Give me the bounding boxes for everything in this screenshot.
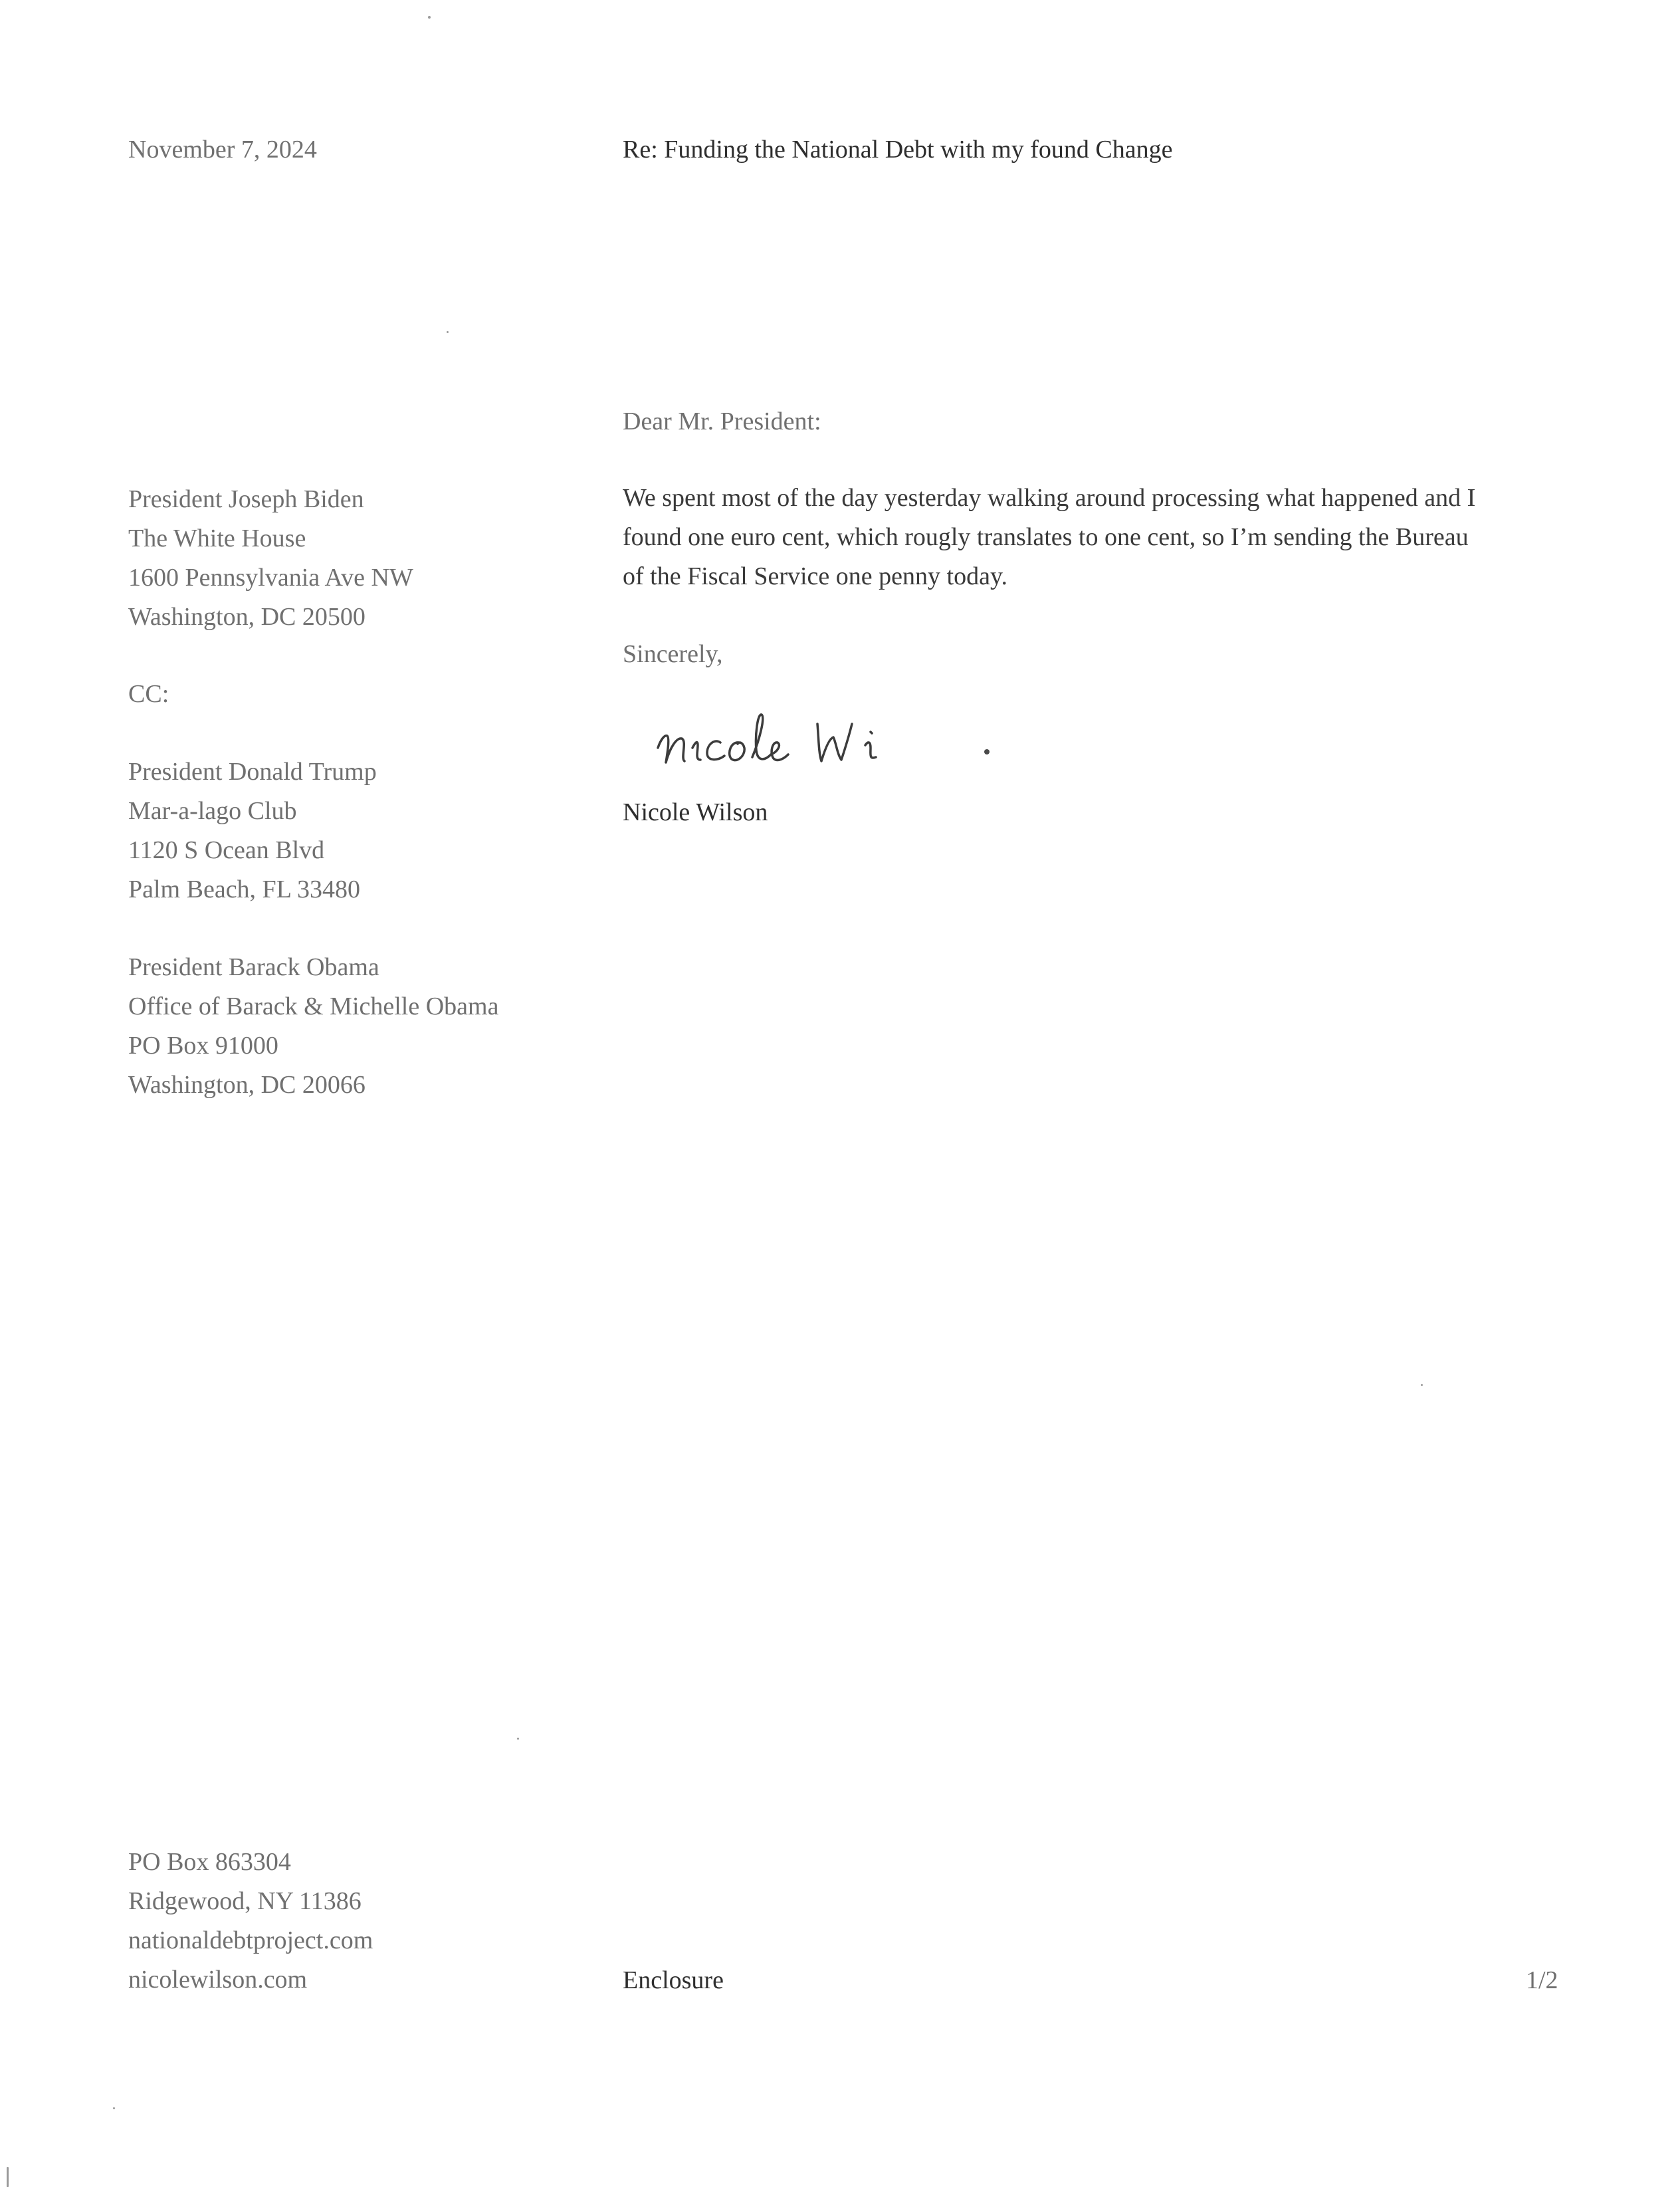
- sender-line: nicolewilson.com: [128, 1966, 308, 1994]
- address-line: Mar-a-lago Club: [128, 797, 297, 825]
- signer-name: Nicole Wilson: [623, 798, 768, 826]
- scan-speck: [7, 2167, 9, 2187]
- enclosure-note: Enclosure: [623, 1966, 724, 1994]
- sender-footer: [128, 1843, 373, 2000]
- body-line: found one euro cent, which rougly translates to one cent, so I’m sending the Bureau: [623, 523, 1469, 551]
- salutation: Dear Mr. President:: [623, 407, 821, 435]
- address-line: 1120 S Ocean Blvd: [128, 836, 325, 864]
- address-line: The White House: [128, 524, 306, 552]
- address-line: Palm Beach, FL 33480: [128, 875, 360, 903]
- scan-speck: [447, 331, 449, 333]
- closing: Sincerely,: [623, 640, 723, 668]
- body-line: We spent most of the day yesterday walking around processing what happened and I: [623, 484, 1476, 512]
- scan-speck: [428, 16, 431, 19]
- scan-speck: [517, 1738, 519, 1740]
- body-line: of the Fiscal Service one penny today.: [623, 562, 1007, 590]
- address-line: Office of Barack & Michelle Obama: [128, 992, 499, 1020]
- handwritten-signature: [651, 701, 1023, 774]
- address-line: 1600 Pennsylvania Ave NW: [128, 564, 413, 592]
- cc-address-trump: [128, 752, 377, 909]
- scan-speck: [1421, 1384, 1423, 1386]
- letter-date: November 7, 2024: [128, 136, 317, 164]
- address-line: Washington, DC 20066: [128, 1071, 366, 1099]
- address-line: PO Box 91000: [128, 1032, 278, 1060]
- letter-body: [623, 479, 1553, 596]
- sender-line: nationaldebtproject.com: [128, 1926, 373, 1954]
- sender-line: Ridgewood, NY 11386: [128, 1887, 362, 1915]
- letter-subject: Re: Funding the National Debt with my found Change: [623, 136, 1173, 164]
- page-number: 1/2: [1526, 1966, 1558, 1994]
- address-line: President Donald Trump: [128, 758, 377, 786]
- sender-line: PO Box 863304: [128, 1848, 291, 1876]
- cc-address-obama: [128, 948, 498, 1105]
- address-line: Washington, DC 20500: [128, 603, 366, 631]
- cc-label: CC:: [128, 680, 169, 708]
- recipient-address: [128, 480, 413, 637]
- scan-speck: [113, 2107, 115, 2109]
- address-line: President Joseph Biden: [128, 485, 364, 513]
- address-line: President Barack Obama: [128, 953, 379, 981]
